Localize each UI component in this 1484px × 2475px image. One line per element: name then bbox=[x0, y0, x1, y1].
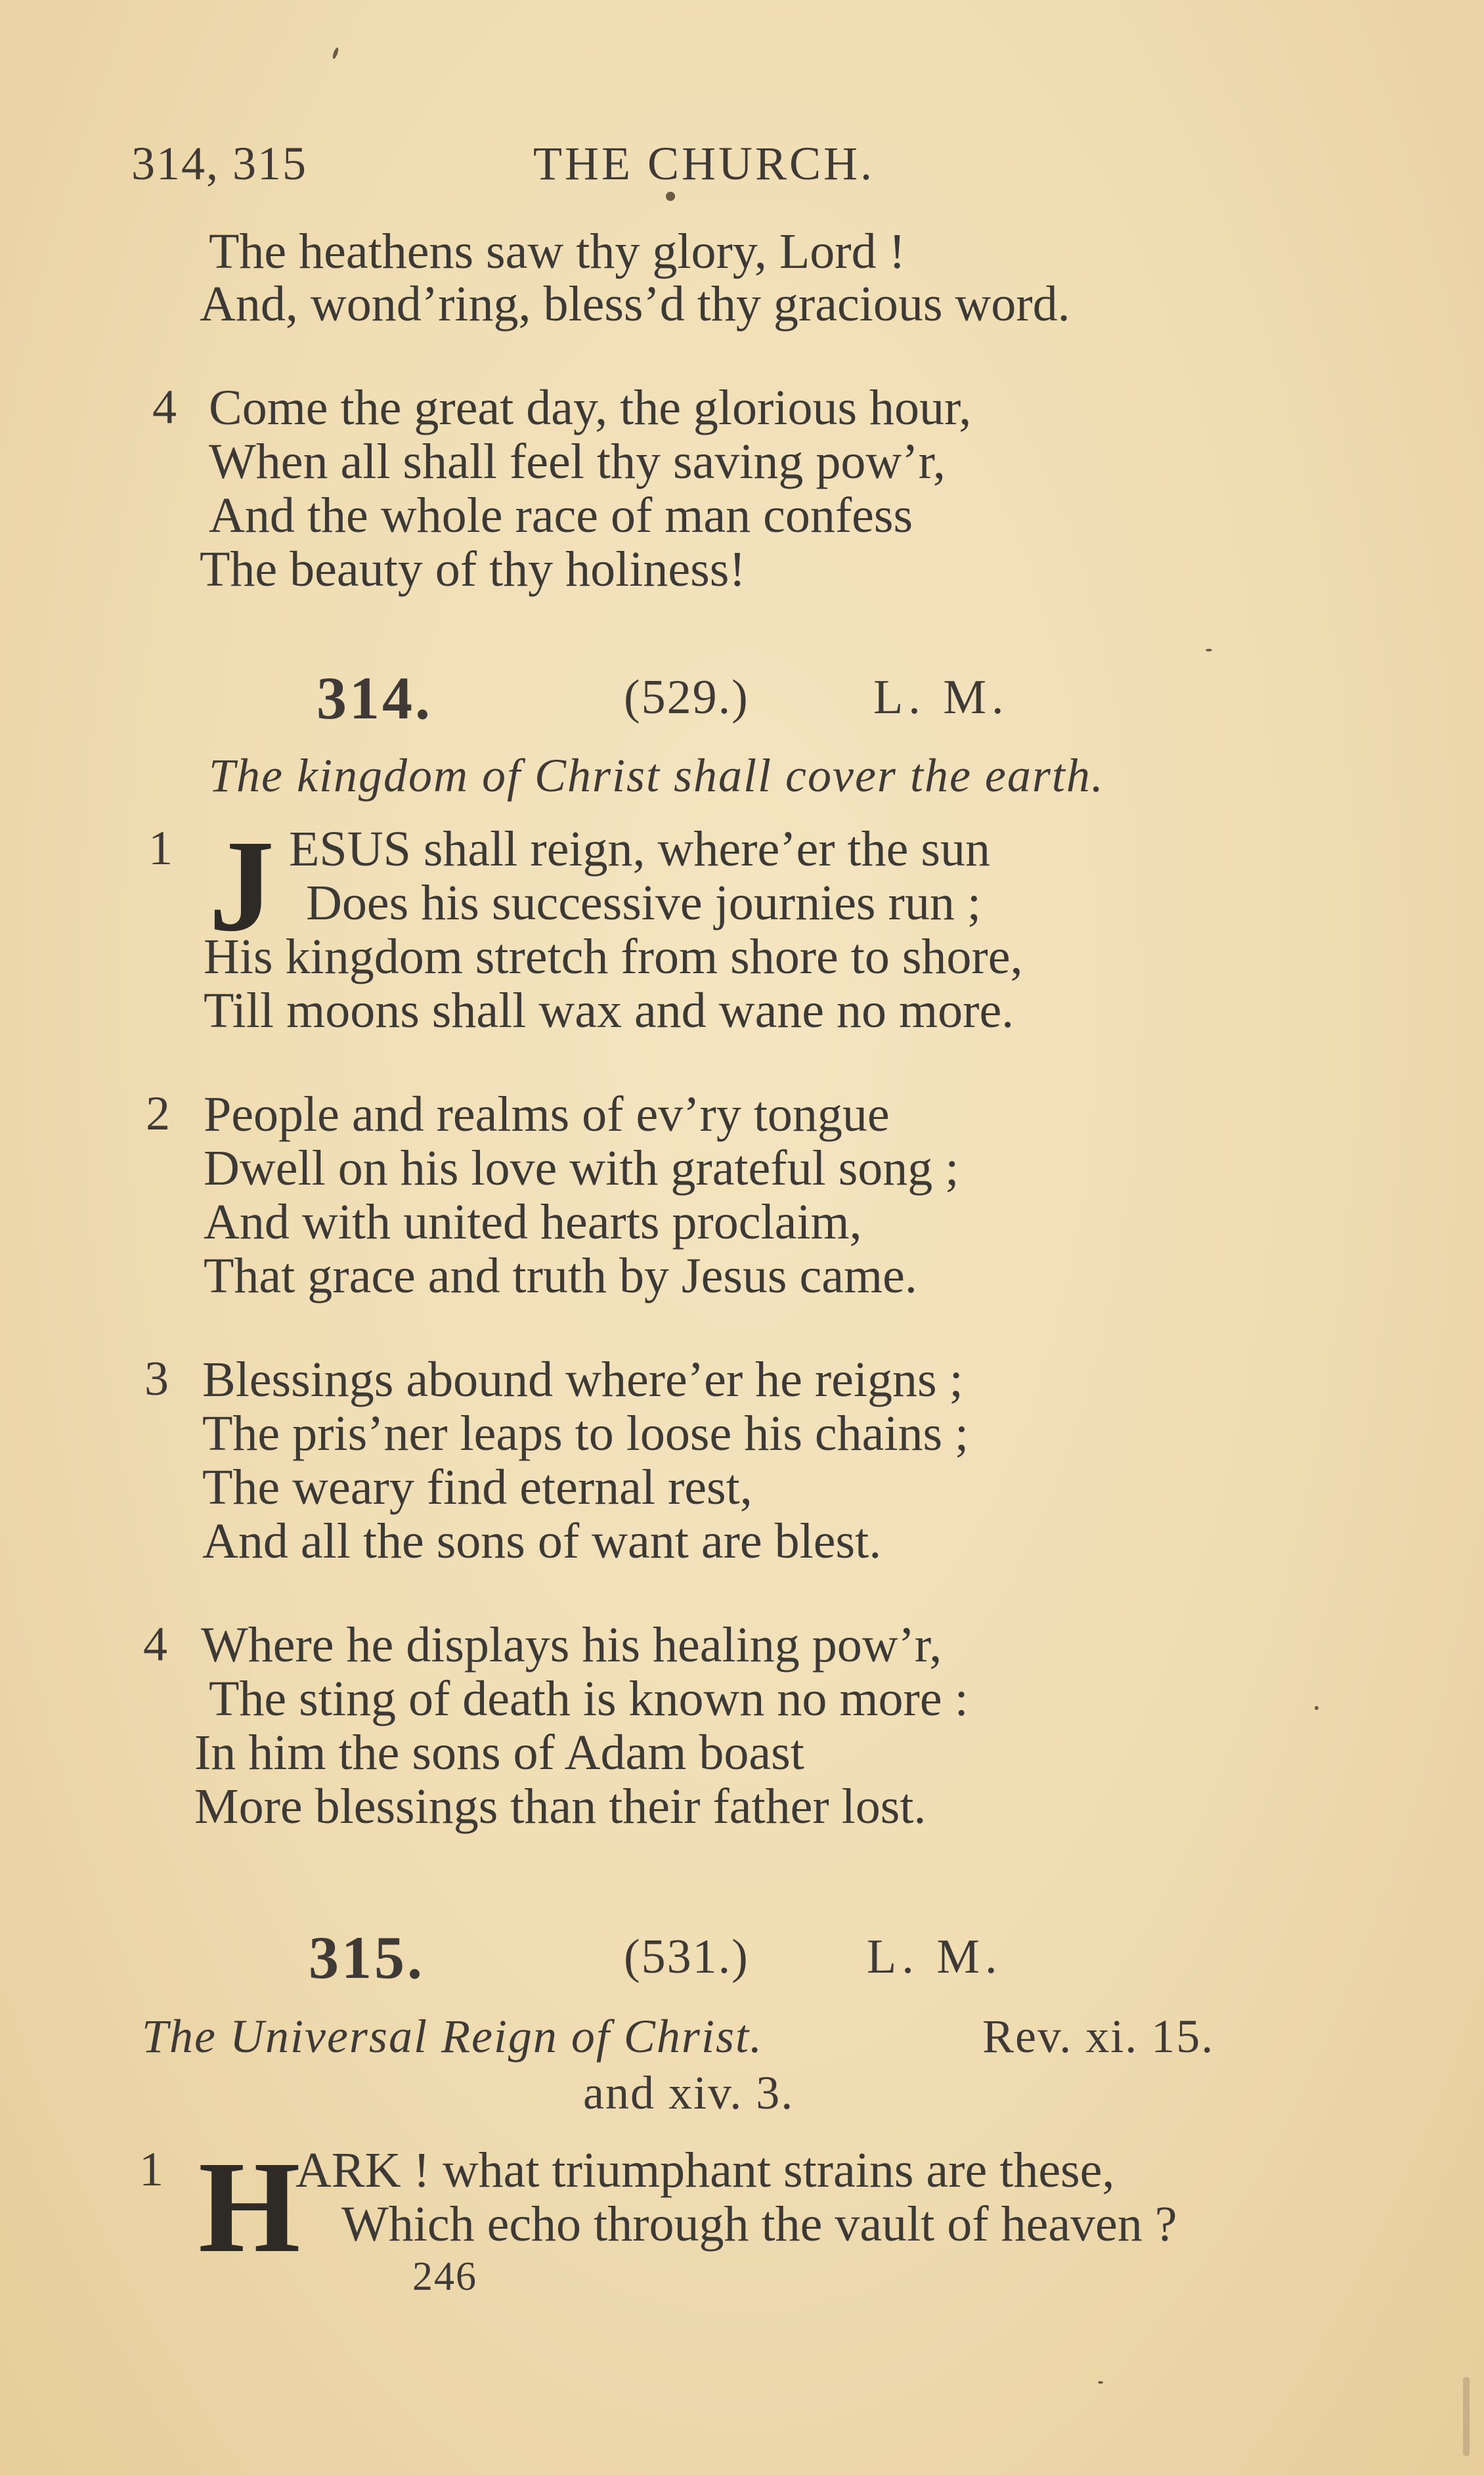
verse-line: Where he displays his healing pow’r, bbox=[201, 1617, 942, 1673]
paper-speck bbox=[1098, 2381, 1103, 2384]
verse-line: ARK ! what triumphant strains are these, bbox=[295, 2143, 1115, 2198]
scripture-reference-continued: and xiv. 3. bbox=[583, 2067, 795, 2119]
hymn-meter: L. M. bbox=[867, 1930, 1003, 1984]
hymn-subtitle: The Universal Reign of Christ. bbox=[142, 2010, 763, 2063]
verse-line: The weary find eternal rest, bbox=[202, 1460, 753, 1515]
verse-line: ESUS shall reign, where’er the sun bbox=[289, 821, 990, 877]
verse-line: And the whole race of man confess bbox=[209, 488, 913, 543]
hymn-number: 315. bbox=[309, 1924, 425, 1991]
verse-line: Does his successive journies run ; bbox=[306, 875, 981, 931]
hymn-subtitle: The kingdom of Christ shall cover the earth. bbox=[209, 749, 1104, 802]
verse-line: In him the sons of Adam boast bbox=[194, 1725, 804, 1780]
drop-cap: J bbox=[209, 814, 274, 959]
verse-line: Which echo through the vault of heaven ? bbox=[341, 2197, 1177, 2252]
paper-speck bbox=[1206, 649, 1212, 651]
header-hymn-numbers: 314, 315 bbox=[131, 137, 307, 190]
verse-line: Dwell on his love with grateful song ; bbox=[204, 1141, 959, 1196]
paper-speck bbox=[666, 192, 675, 201]
verse-line: More blessings than their father lost. bbox=[194, 1779, 927, 1834]
verse-line: And all the sons of want are blest. bbox=[202, 1514, 882, 1569]
hymn-meter: L. M. bbox=[873, 670, 1009, 724]
continued-line: The heathens saw thy glory, Lord ! bbox=[209, 224, 906, 279]
stanza-number: 4 bbox=[152, 380, 177, 434]
hymn-alt-number: (531.) bbox=[624, 1930, 749, 1984]
verse-line: When all shall feel thy saving pow’r, bbox=[209, 434, 946, 489]
paper-edge-stain bbox=[1463, 2377, 1470, 2456]
drop-cap: H bbox=[198, 2135, 301, 2280]
verse-line: That grace and truth by Jesus came. bbox=[204, 1248, 917, 1303]
paper-speck bbox=[1315, 1706, 1319, 1710]
continued-line: And, wond’ring, bless’d thy gracious word. bbox=[200, 276, 1070, 332]
verse-line: Till moons shall wax and wane no more. bbox=[204, 983, 1015, 1038]
verse-line: The sting of death is known no more : bbox=[209, 1671, 969, 1726]
verse-line: Blessings abound where’er he reigns ; bbox=[202, 1352, 963, 1407]
verse-line: People and realms of ev’ry tongue bbox=[204, 1087, 890, 1142]
verse-line: His kingdom stretch from shore to shore, bbox=[204, 929, 1023, 984]
stanza-number: 1 bbox=[148, 821, 173, 875]
stanza-number: 3 bbox=[144, 1352, 169, 1406]
scripture-reference: Rev. xi. 15. bbox=[982, 2010, 1215, 2063]
paper-speck bbox=[332, 47, 339, 60]
header-section-title: THE CHURCH. bbox=[533, 137, 875, 190]
stanza-number: 4 bbox=[143, 1617, 167, 1671]
hymn-alt-number: (529.) bbox=[624, 670, 749, 724]
verse-line: Come the great day, the glorious hour, bbox=[209, 380, 972, 435]
verse-line: The beauty of thy holiness! bbox=[200, 542, 746, 597]
stanza-number: 1 bbox=[139, 2143, 164, 2197]
verse-line: The pris’ner leaps to loose his chains ; bbox=[202, 1406, 969, 1461]
stanza-number: 2 bbox=[146, 1087, 170, 1141]
verse-line: And with united hearts proclaim, bbox=[204, 1194, 862, 1250]
hymn-number: 314. bbox=[316, 665, 433, 732]
page-number: 246 bbox=[412, 2254, 477, 2299]
